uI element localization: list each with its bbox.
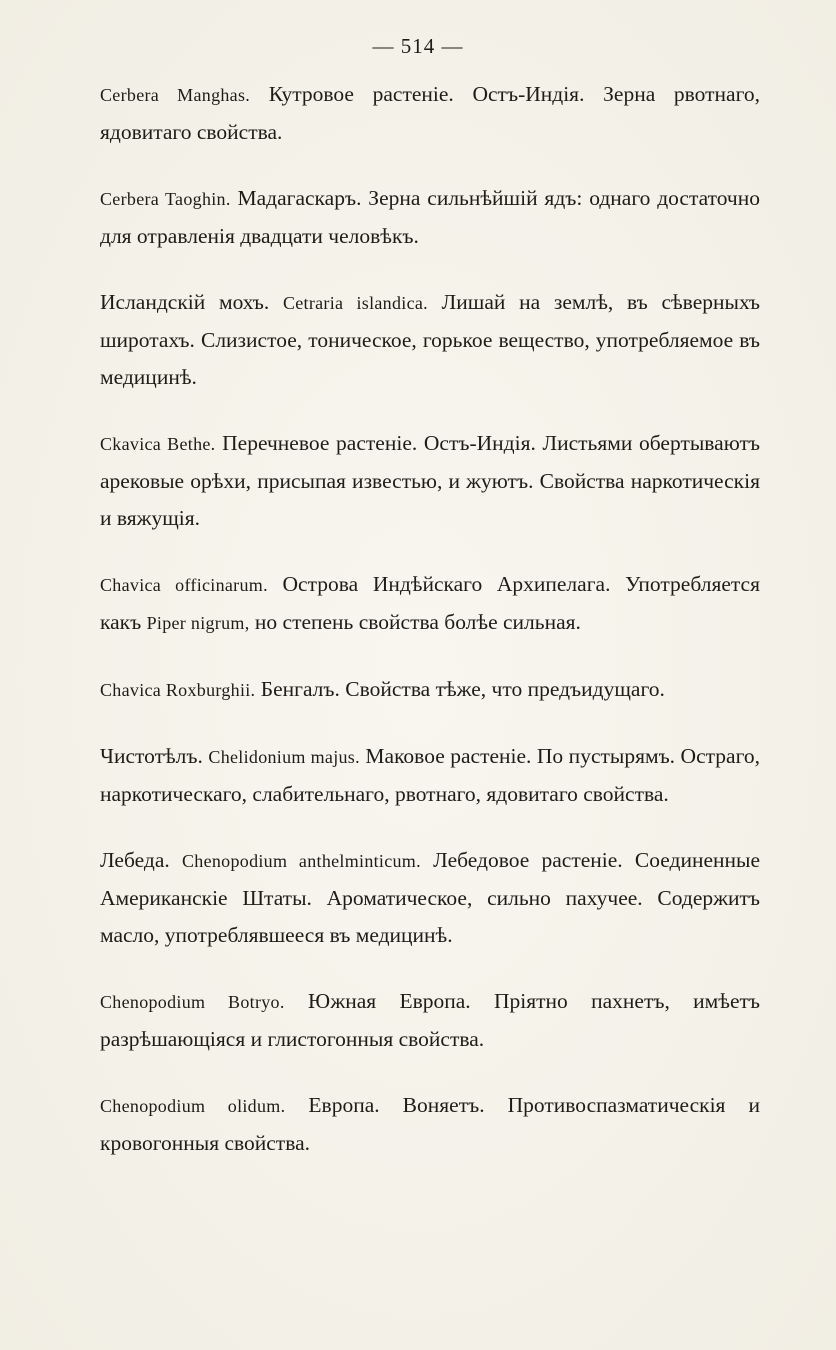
- entry-chenopodium-olidum: [100, 1087, 760, 1162]
- latin-name: Chavica officinarum.: [100, 575, 268, 595]
- entry-chavica-officinarum: [100, 566, 760, 642]
- entry-text: Бенгалъ. Свойства тѣже, что предъидущаго.: [255, 677, 665, 701]
- entry-cerbera-taoghin: [100, 180, 760, 255]
- latin-name: Chelidonium majus.: [208, 747, 360, 767]
- entry-chenopodium-anthelminticum: [100, 842, 760, 954]
- latin-name: Cerbera Manghas.: [100, 85, 251, 105]
- entry-ckavica-bethe: [100, 425, 760, 537]
- entry-text: Южная Европа. Пріятно пахнетъ, имѣетъ разрѣшающіяся и глистогонныя свойства.: [100, 989, 760, 1051]
- latin-name-secondary: Piper nigrum,: [146, 613, 250, 633]
- entry-text-continued: но степень свойства болѣе сильная.: [249, 610, 581, 634]
- entry-text: Европа. Воняетъ. Противоспазматическія и кровогонныя свойства.: [100, 1093, 760, 1155]
- latin-name: Ckavica Bethe.: [100, 434, 216, 454]
- common-name: Исландскій мохъ.: [100, 290, 283, 314]
- latin-name: Chenopodium Botryo.: [100, 992, 285, 1012]
- entries-list: [100, 76, 760, 1162]
- entry-chavica-roxburghii: [100, 671, 760, 709]
- entry-text: Перечневое растеніе. Остъ-Индія. Листьями обертываютъ арековые орѣхи, присыпая известью, и жуютъ. Свойства наркотическія и вяжущія.: [100, 431, 760, 530]
- latin-name: Cerbera Taoghin.: [100, 189, 231, 209]
- page-number: — 514 —: [372, 34, 464, 58]
- latin-name: Chenopodium olidum.: [100, 1096, 286, 1116]
- entry-text: Лишай на землѣ, въ сѣверныхъ широтахъ. Слизистое, тоническое, горькое вещество, употребляемое въ медицинѣ.: [100, 290, 761, 389]
- entry-cetraria-islandica: [100, 284, 760, 396]
- latin-name: Cetraria islandica.: [282, 293, 428, 313]
- entry-chelidonium-majus: [100, 738, 760, 813]
- common-name: Чистотѣлъ.: [100, 744, 209, 768]
- entry-text: Кутровое растеніе. Остъ-Индія. Зерна рвотнаго, ядовитаго свойства.: [100, 82, 760, 144]
- entry-text: Острова Индѣйскаго Архипелага. Употребляется какъ: [100, 572, 760, 634]
- entry-text: Маковое растеніе. По пустырямъ. Остраго, наркотическаго, слабительнаго, рвотнаго, ядовитаго свойства.: [100, 744, 760, 806]
- entry-text: Лебедовое растеніе. Соединенные Американскіе Штаты. Ароматическое, сильно пахучее. Содержитъ масло, употреблявшееся въ медицинѣ.: [100, 848, 760, 947]
- latin-name: Chavica Roxburghii.: [100, 680, 256, 700]
- entry-cerbera-manghas: [100, 76, 760, 151]
- entry-text: Мадагаскаръ. Зерна сильнѣйшій ядъ: однаго достаточно для отравленія двадцати человѣкъ.: [100, 186, 760, 248]
- entry-chenopodium-botryo: [100, 983, 760, 1058]
- common-name: Лебеда.: [100, 848, 182, 872]
- latin-name: Chenopodium anthelminticum.: [181, 851, 421, 871]
